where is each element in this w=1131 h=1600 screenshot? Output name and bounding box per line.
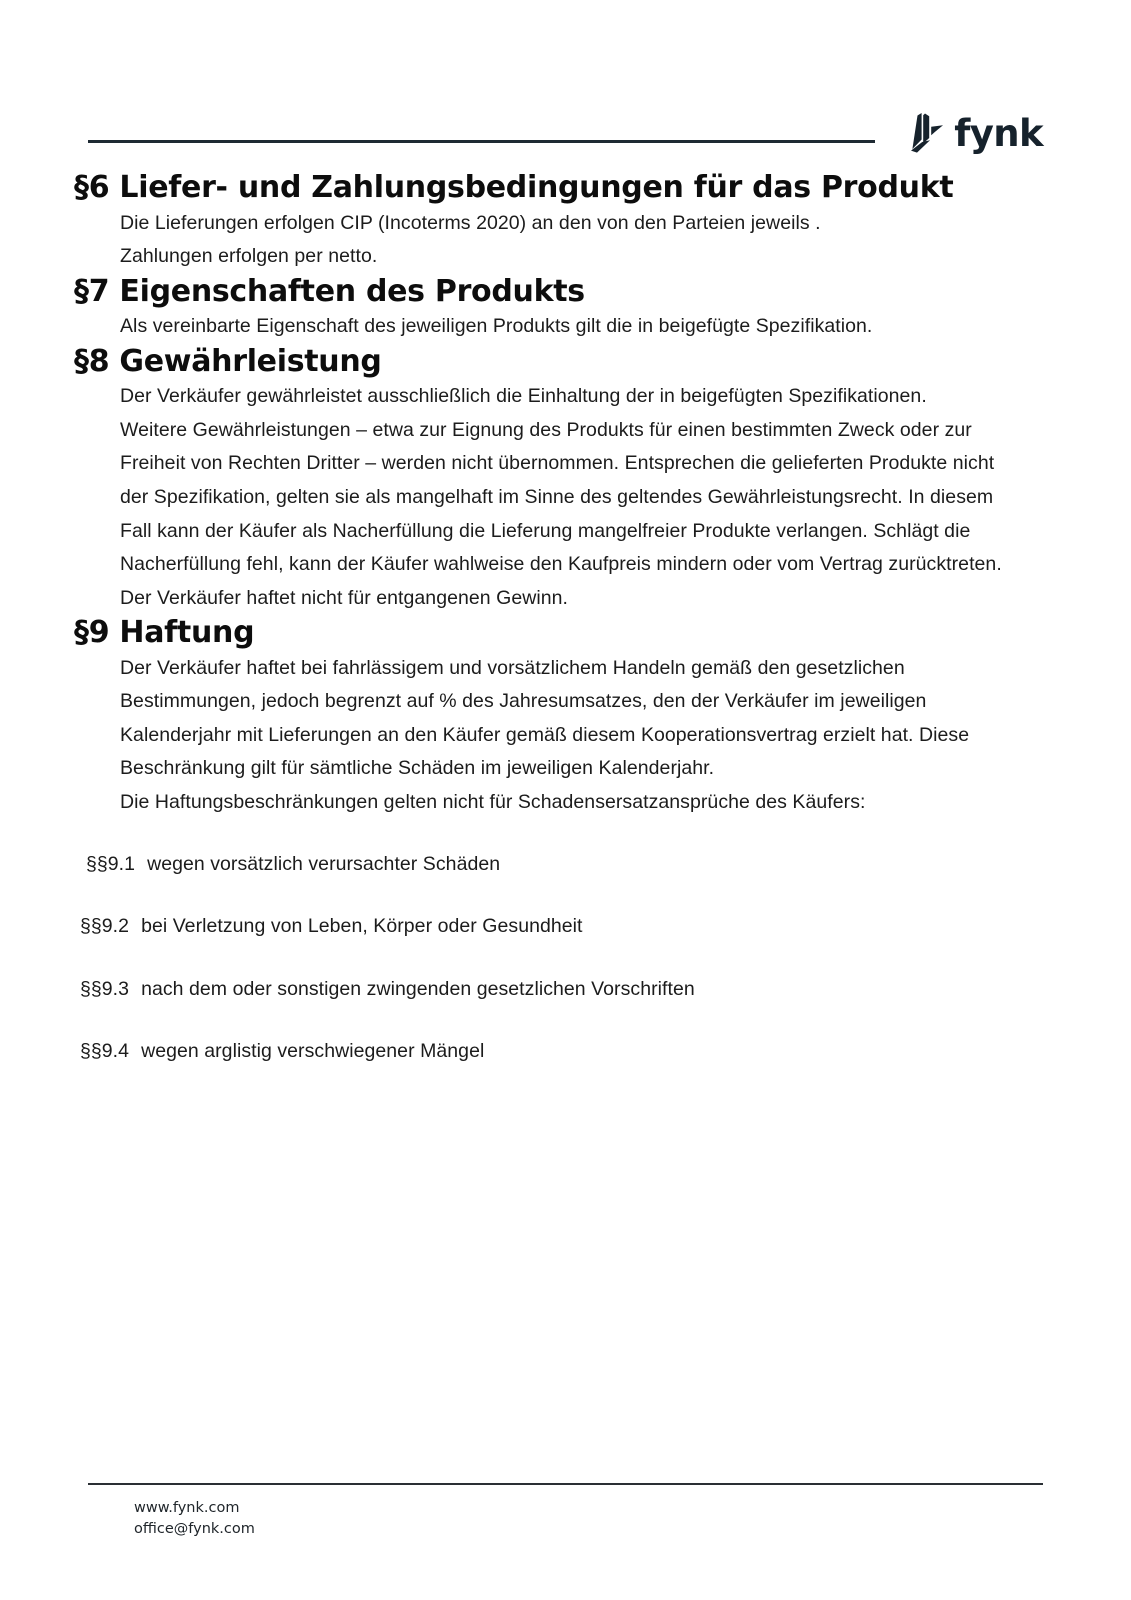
clause-number: §§9.4 — [80, 1039, 130, 1062]
section-paragraph: Als vereinbarte Eigenschaft des jeweiligen Produkts gilt die in beigefügte Spezifikation. — [120, 315, 873, 338]
section-heading-paragraph-8: §8 Gewährleistung — [74, 343, 382, 379]
footer-website: www.fynk.com — [134, 1499, 240, 1516]
section-heading-paragraph-6: §6 Liefer- und Zahlungsbedingungen für das Produkt — [74, 170, 954, 205]
clause-number: §§9.1 — [86, 853, 136, 876]
list-item — [74, 1035, 1018, 1068]
list-item — [74, 848, 1018, 881]
section-paragraph: Der Verkäufer haftet bei fahrlässigem und vorsätzlichem Handeln gemäß den gesetzlichen Bestimmungen, jedoch begrenzt auf % des Jahresumsatzes, den der Verkäufer im jeweiligen Kalenderjahr mit Lieferungen an den Käufer gemäß diesem Kooperationsvertrag erzielt hat. Diese Beschränkung gilt für sämtliche Schäden im jeweiligen Kalenderjahr. — [120, 656, 970, 780]
brand-logo — [899, 112, 1043, 154]
origami-bird-logo-icon — [899, 112, 945, 154]
clause-number: §§9.2 — [80, 915, 130, 938]
header-divider-rule — [88, 140, 875, 143]
clause-text: bei Verletzung von Leben, Körper oder Gesundheit — [141, 915, 583, 938]
page-footer — [88, 1483, 1043, 1540]
clause-text: wegen arglistig verschwiegener Mängel — [141, 1039, 485, 1062]
clause-list — [74, 848, 1018, 1068]
section-paragraph: Die Haftungsbeschränkungen gelten nicht für Schadensersatzansprüche des Käufers: — [120, 790, 866, 813]
list-item — [74, 910, 1018, 943]
list-item — [74, 973, 1018, 1006]
section-paragraph: Der Verkäufer gewährleistet ausschließlich die Einhaltung der in beigefügten Spezifikationen. — [120, 385, 927, 408]
footer-email: office@fynk.com — [134, 1520, 255, 1537]
section-heading-paragraph-9: §9 Haftung — [74, 615, 255, 651]
section-paragraph: Weitere Gewährleistungen – etwa zur Eignung des Produkts für einen bestimmten Zweck oder zur Freiheit von Rechten Dritter – werden nicht übernommen. Entsprechen die gelieferten Produkte nicht der Spezifikation, gelten sie als mangelhaft im Sinne des geltendes Gewährleistungsrecht. In diesem Fall kann der Käufer als Nacherfüllung die Lieferung mangelfreier Produkte verlangen. Schlägt die Nacherfüllung fehl, kann der Käufer wahlweise den Kaufpreis mindern oder vom Vertrag zurücktreten. — [120, 418, 1002, 576]
clause-text: wegen vorsätzlich verursachter Schäden — [147, 853, 501, 876]
section-paragraph: Der Verkäufer haftet nicht für entgangenen Gewinn. — [120, 586, 569, 609]
clause-number: §§9.3 — [80, 977, 130, 1000]
section-paragraph: Die Lieferungen erfolgen CIP (Incoterms 2020) an den von den Parteien jeweils . — [120, 211, 821, 234]
page-header — [88, 104, 1043, 160]
clause-text: nach dem oder sonstigen zwingenden gesetzlichen Vorschriften — [141, 977, 695, 1000]
section-paragraph: Zahlungen erfolgen per netto. — [120, 245, 378, 268]
brand-wordmark: fynk — [954, 111, 1043, 155]
document-content — [74, 170, 1018, 1068]
section-heading-paragraph-7: §7 Eigenschaften des Produkts — [74, 273, 585, 309]
footer-contact-block — [88, 1485, 1043, 1540]
